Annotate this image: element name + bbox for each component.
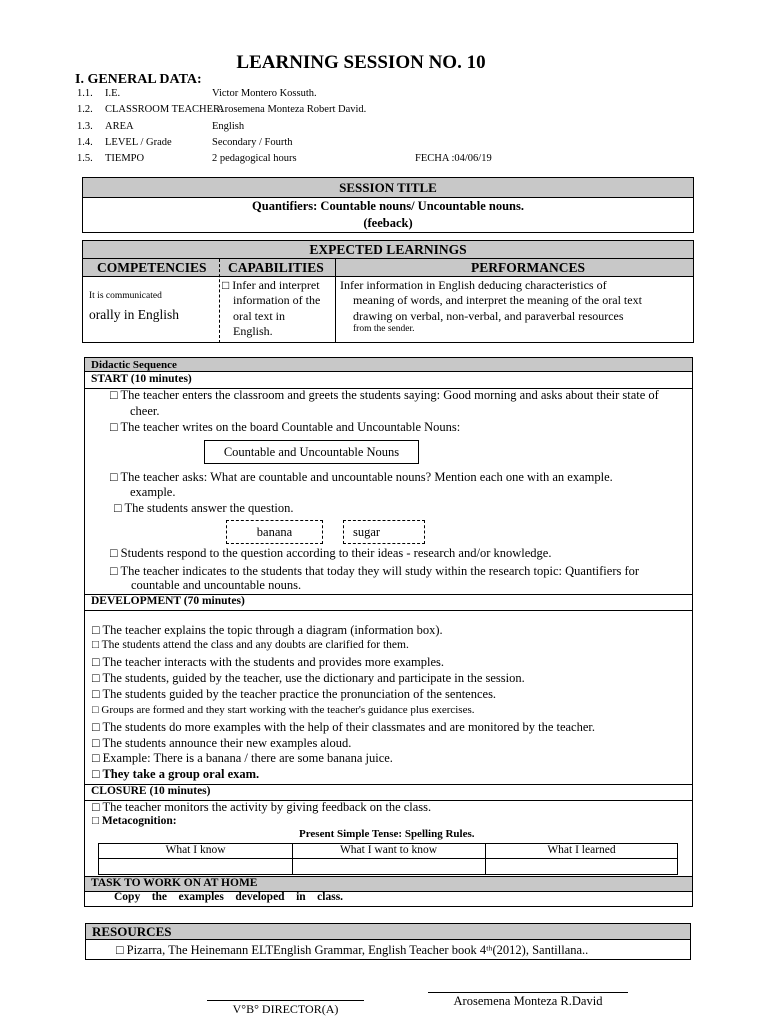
development-line: □ The teacher interacts with the students and provides more examples. bbox=[92, 655, 445, 669]
performance-line: Infer information in English deducing characteristics of bbox=[340, 278, 607, 292]
general-data-heading: I. GENERAL DATA: bbox=[75, 72, 202, 87]
kwl-title: Present Simple Tense: Spelling Rules. bbox=[299, 828, 475, 840]
start-line: □ The teacher writes on the board Countable and Uncountable Nouns: bbox=[110, 420, 461, 434]
row-number: 1.1. bbox=[77, 88, 93, 99]
kwl-table bbox=[98, 843, 678, 875]
expected-learnings-header: EXPECTED LEARNINGS bbox=[83, 241, 693, 259]
column-divider bbox=[219, 259, 220, 343]
start-line: □ The teacher indicates to the students that today they will study within the research topic: Quantifiers for bbox=[110, 564, 640, 578]
example-word-box: sugar bbox=[343, 520, 425, 544]
resources-table bbox=[85, 923, 691, 960]
director-label: V°B° DIRECTOR(A) bbox=[232, 1002, 339, 1016]
competency-small: It is communicated bbox=[89, 291, 162, 301]
didactic-header: Didactic Sequence bbox=[85, 358, 692, 372]
development-line: □ The students announce their new examples aloud. bbox=[92, 736, 352, 750]
row-value: 2 pedagogical hours bbox=[212, 153, 297, 164]
capability-line: □ Infer and interpret bbox=[222, 278, 320, 292]
row-value: English bbox=[212, 121, 245, 132]
director-signature-line bbox=[207, 1000, 364, 1001]
row-value: Arosemena Monteza Robert David. bbox=[217, 104, 367, 115]
row-number: 1.3. bbox=[77, 121, 93, 132]
performance-small: from the sender. bbox=[353, 324, 415, 334]
competency-main: orally in English bbox=[89, 307, 179, 322]
expected-learnings-table bbox=[82, 240, 694, 343]
performance-line: meaning of words, and interpret the meaning of the oral text bbox=[353, 293, 642, 307]
development-line: □ The students, guided by the teacher, use the dictionary and participate in the session. bbox=[92, 671, 525, 685]
capabilities-header: CAPABILITIES bbox=[228, 260, 324, 275]
row-value: Victor Montero Kossuth. bbox=[212, 88, 317, 99]
column-divider bbox=[335, 259, 336, 343]
teacher-name: Arosemena Monteza R.David bbox=[453, 994, 603, 1008]
resources-header: RESOURCES bbox=[86, 924, 690, 940]
performance-line: drawing on verbal, non-verbal, and paraverbal resources bbox=[353, 309, 624, 323]
development-header: DEVELOPMENT (70 minutes) bbox=[91, 595, 245, 607]
board-box: Countable and Uncountable Nouns bbox=[204, 440, 419, 464]
row-label: I.E. bbox=[105, 88, 121, 99]
task-line: Copy the examples developed in class. bbox=[114, 891, 344, 903]
row-number: 1.4. bbox=[77, 137, 93, 148]
page-title: LEARNING SESSION NO. 10 bbox=[236, 52, 486, 73]
resources-line: □ Pizarra, The Heinemann ELTEnglish Grammar, English Teacher book 4ᵗʰ(2012), Santillana.. bbox=[116, 943, 589, 957]
kwl-header-know: What I know bbox=[165, 844, 226, 856]
start-line: □ The teacher enters the classroom and greets the students saying: Good morning and asks about their state of bbox=[110, 388, 659, 402]
start-line: □ The teacher asks: What are countable and uncountable nouns? Mention each one with an example. bbox=[110, 470, 613, 484]
closure-line: □ The teacher monitors the activity by giving feedback on the class. bbox=[92, 800, 432, 814]
start-line: example. bbox=[130, 485, 176, 499]
row-number: 1.5. bbox=[77, 153, 93, 164]
row-value: Secondary / Fourth bbox=[212, 137, 293, 148]
development-line: □ The students guided by the teacher practice the pronunciation of the sentences. bbox=[92, 687, 497, 701]
row-label: TIEMPO bbox=[105, 153, 145, 164]
row-number: 1.2. bbox=[77, 104, 93, 115]
development-line: □ The students do more examples with the help of their classmates and are monitored by the teacher. bbox=[92, 720, 596, 734]
teacher-signature-line bbox=[428, 992, 628, 993]
development-line: □ Example: There is a banana / there are some banana juice. bbox=[92, 751, 393, 765]
divider bbox=[85, 610, 692, 611]
start-line: cheer. bbox=[130, 404, 160, 418]
capability-line: information of the bbox=[233, 293, 321, 307]
row-label: AREA bbox=[105, 121, 134, 132]
kwl-header-want: What I want to know bbox=[339, 844, 438, 856]
session-title-header: SESSION TITLE bbox=[83, 178, 693, 198]
metacognition-label: □ Metacognition: bbox=[92, 815, 177, 827]
row-date: FECHA :04/06/19 bbox=[415, 153, 492, 164]
kwl-header-learned: What I learned bbox=[547, 844, 616, 856]
development-line: □ Groups are formed and they start working with the teacher's guidance plus exercises. bbox=[92, 704, 475, 716]
development-line: □ They take a group oral exam. bbox=[92, 767, 260, 781]
session-title-line2: (feeback) bbox=[363, 216, 413, 230]
performances-header: PERFORMANCES bbox=[471, 260, 585, 275]
start-line: □ The students answer the question. bbox=[114, 501, 294, 515]
capability-line: English. bbox=[233, 324, 273, 338]
divider bbox=[99, 858, 677, 859]
development-line: □ The students attend the class and any doubts are clarified for them. bbox=[92, 639, 409, 651]
row-label: LEVEL / Grade bbox=[105, 137, 172, 148]
session-title-line1: Quantifiers: Countable nouns/ Uncountable nouns. bbox=[252, 199, 524, 213]
row-label: CLASSROOM TEACHER: bbox=[105, 104, 223, 115]
development-line: □ The teacher explains the topic through a diagram (information box). bbox=[92, 623, 443, 637]
closure-header: CLOSURE (10 minutes) bbox=[91, 785, 211, 797]
start-header: START (10 minutes) bbox=[91, 373, 192, 385]
capability-line: oral text in bbox=[233, 309, 285, 323]
example-word-box: banana bbox=[226, 520, 323, 544]
session-title-table bbox=[82, 177, 694, 233]
start-line: countable and uncountable nouns. bbox=[131, 578, 302, 592]
task-header: TASK TO WORK ON AT HOME bbox=[91, 877, 258, 889]
competencies-header: COMPETENCIES bbox=[97, 260, 207, 275]
start-line: □ Students respond to the question according to their ideas - research and/or knowledge. bbox=[110, 546, 552, 560]
